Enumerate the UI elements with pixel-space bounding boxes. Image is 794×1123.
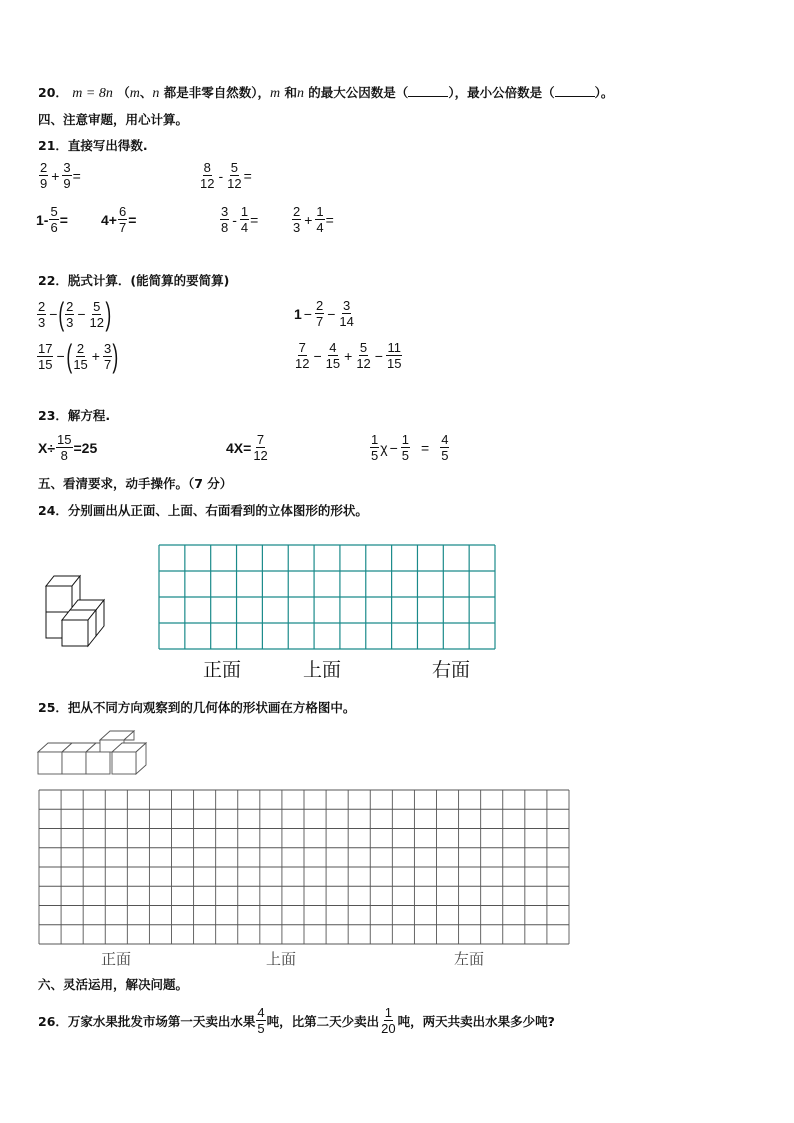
label-top-view: 上面: [266, 950, 297, 968]
section-4-heading: 四、注意审题，用心计算。: [38, 112, 189, 127]
var-n: n: [296, 86, 304, 101]
question-number: 20．: [38, 85, 68, 100]
label-right-view: 右面: [432, 659, 471, 681]
answer-blank-gcd[interactable]: [408, 84, 448, 97]
q21-expr-3: 1- $\frac{5}{6}$ =: [36, 204, 68, 235]
label-front-view: 正面: [203, 659, 242, 681]
condition-text: 都是非零自然数），: [159, 85, 270, 100]
var-n: n: [152, 86, 160, 101]
question-20: [38, 83, 613, 102]
var-n: n: [105, 86, 113, 101]
question-22-title: 22．脱式计算．(能简算的要简算): [38, 273, 230, 288]
paren-open: （: [117, 85, 130, 100]
section-6-heading: 六、灵活运用，解决问题。: [38, 977, 189, 992]
q21-expr-2: 8 12 - $\frac{5}{12}$ =: [200, 160, 252, 191]
q23-equation-2: 4X= $\frac{7}{12}$: [226, 432, 268, 463]
q21-expr-1: 2 9 + $\frac{3}{9}$ =: [40, 160, 81, 191]
label-top-view: 上面: [303, 659, 342, 681]
drawing-grid-q25[interactable]: [38, 789, 570, 945]
q21-expr-6: 2 3 + $\frac{1}{4}$ =: [293, 204, 334, 235]
drawing-grid-q24[interactable]: [158, 544, 496, 650]
question-text: 26．万家水果批发市场第一天卖出水果: [38, 1013, 256, 1029]
section-5-heading: 五、看清要求，动手操作。（7 分）: [38, 476, 233, 491]
gcd-text: 的最大公因数是（: [303, 85, 409, 100]
lcm-text: ），最小公倍数是（: [448, 85, 555, 100]
var-m: m: [129, 86, 140, 101]
var-m: m: [269, 86, 281, 101]
question-21-title: 21．直接写出得数.: [38, 138, 148, 153]
q22-expr-1: 2 3 − ( 2 3 − $\frac{5}{12}$ ): [38, 296, 112, 332]
q21-expr-5: 3 8 - $\frac{1}{4}$ =: [221, 204, 259, 235]
q22-expr-4: 7 12 − $\frac{4}{15}$ + $\frac{5}{12}$ − $\frac{11}{15}$: [295, 340, 402, 371]
and-text: 和: [280, 85, 297, 100]
var-m: m: [72, 86, 83, 101]
question-text: 吨，比第二天少卖出: [266, 1013, 380, 1029]
q22-expr-3: 17 15 − ( 2 15 + $\frac{3}{7}$ ): [38, 338, 119, 374]
q23-equation-1: X÷ $\frac{15}{8}$ =25: [38, 432, 98, 463]
question-25-title: 25．把从不同方向观察到的几何体的形状画在方格图中。: [38, 700, 356, 715]
q22-expr-2: 1 − $\frac{2}{7}$ − $\frac{3}{14}$: [294, 298, 354, 329]
closing-text: ）。: [594, 85, 614, 100]
separator: 、: [139, 85, 153, 100]
question-text: 吨，两天共卖出水果多少吨?: [397, 1013, 555, 1029]
question-26: 26．万家水果批发市场第一天卖出水果 4 5 吨，比第二天少卖出 1 20 吨，两天共卖出水果多少吨?: [38, 1005, 555, 1036]
q21-expr-4: 4+ $\frac{6}{7}$ =: [101, 204, 137, 235]
equation-text: = 8: [82, 86, 106, 101]
label-front-view: 正面: [101, 950, 132, 968]
question-23-title: 23．解方程.: [38, 408, 111, 423]
q23-equation-3: 1 5 χ − $\frac{1}{5}$ = $\frac{4}{5}$: [371, 432, 449, 463]
answer-blank-lcm[interactable]: [555, 84, 595, 97]
question-24-title: 24．分别画出从正面、上面、右面看到的立体图形的形状。: [38, 503, 368, 518]
label-left-view: 左面: [454, 950, 485, 968]
cube-figure-q25: [36, 730, 154, 778]
cube-figure-q24: [40, 572, 110, 652]
